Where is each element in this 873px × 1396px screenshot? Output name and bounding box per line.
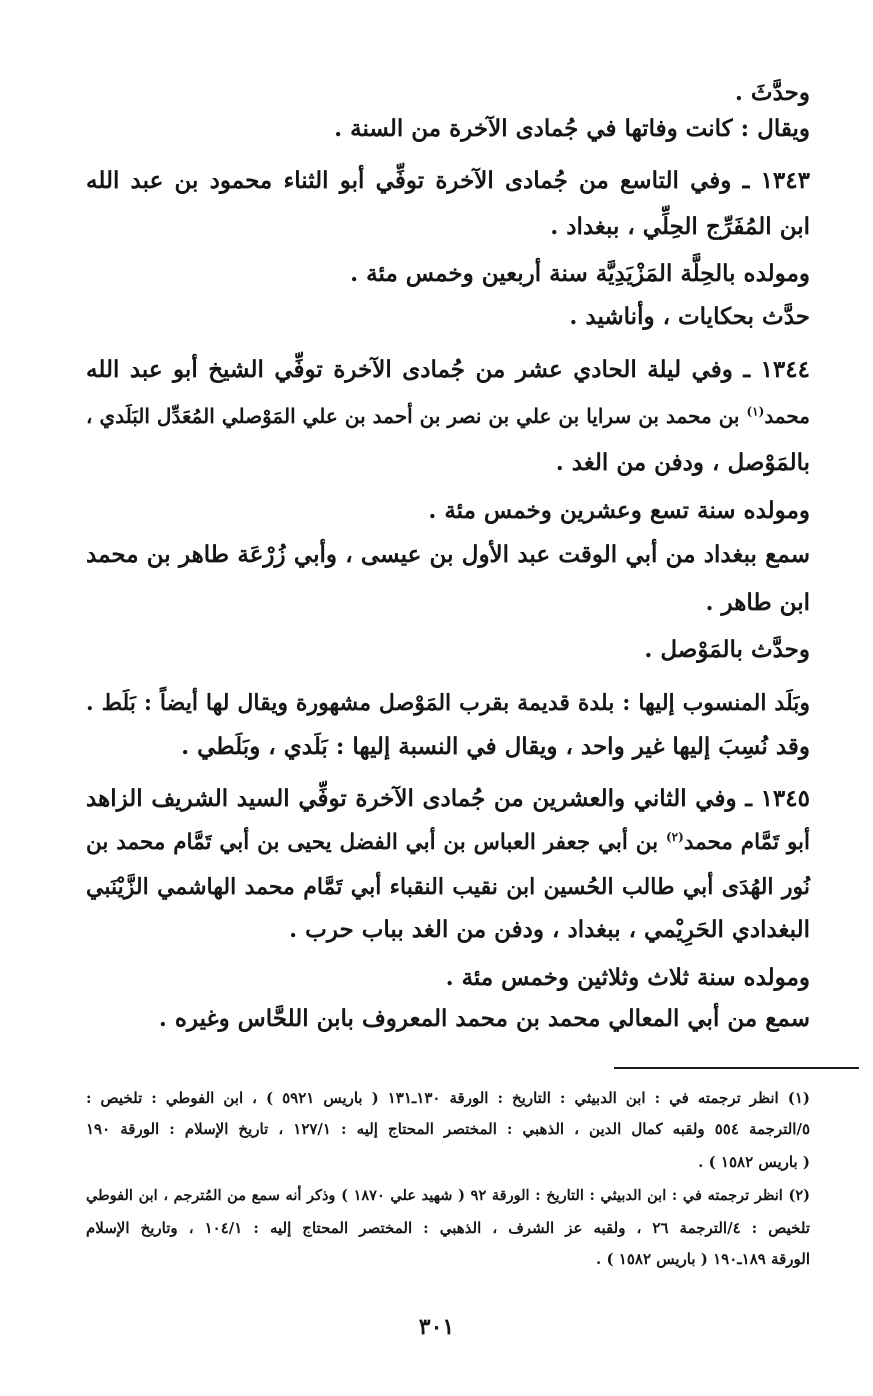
body-line: ابن طاهر . — [705, 589, 810, 616]
body-line: ويقال : كانت وفاتها في جُمادى الآخرة من السنة . — [334, 115, 810, 142]
body-line: ومولده سنة تسع وعشرين وخمس مئة . — [428, 497, 810, 524]
footnote-line: (١) انظر ترجمته في : ابن الدبيثي : التاريخ : الورقة ١٣٠ـ١٣١ ( باريس ٥٩٢١ ) ، ابن الفوطي : تلخيص : — [86, 1089, 810, 1107]
footnote-line: ( باريس ١٥٨٢ ) . — [698, 1153, 810, 1171]
footnote-line: ٥/الترجمة ٥٥٤ ولقبه كمال الدين ، الذهبي : المختصر المحتاج إليه : ١٢٧/١ ، تاريخ الإسلام : الورقة ١٩٠ — [86, 1120, 811, 1138]
footnote-line: (٢) انظر ترجمته في : ابن الدبيثي : التاريخ : الورقة ٩٢ ( شهيد علي ١٨٧٠ ) وذكر أنه سمع من المُترجم ، ابن الفوطي — [86, 1187, 810, 1204]
footnote-separator — [614, 1067, 859, 1069]
footnote-line: الورقة ١٨٩ـ١٩٠ ( باريس ١٥٨٢ ) . — [596, 1250, 810, 1268]
footnote-line: تلخيص : ٤/الترجمة ٢٦ ، ولقبه عز الشرف ، الذهبي : المختصر المحتاج إليه : ١٠٤/١ ، وتاريخ الإسلام — [86, 1219, 810, 1237]
footnote-ref: (١) — [746, 404, 765, 419]
body-line: نُور الهُدَى أبي طالب الحُسين ابن نقيب النقباء أبي تَمَّام محمد الهاشمي الزَّيْنَبي — [86, 874, 810, 900]
body-line: بالمَوْصل ، ودفن من الغد . — [555, 449, 810, 476]
body-line: ومولده بالحِلَّة المَزْيَدِيَّة سنة أربعين وخمس مئة . — [350, 260, 810, 287]
entry-heading-1344: ١٣٤٤ ـ وفي ليلة الحادي عشر من جُمادى الآخرة توفِّي الشيخ أبو عبد الله — [86, 356, 810, 383]
body-line: وبَلَد المنسوب إليها : بلدة قديمة بقرب المَوْصل مشهورة ويقال لها أيضاً : بَلَط . — [86, 690, 810, 716]
entry-heading-1343: ١٣٤٣ ـ وفي التاسع من جُمادى الآخرة توفِّي أبو الثناء محمود بن عبد الله — [86, 167, 810, 194]
footnote-ref: (٢) — [665, 829, 684, 844]
body-line: ومولده سنة ثلاث وثلاثين وخمس مئة . — [445, 964, 810, 991]
body-line: سمع ببغداد من أبي الوقت عبد الأول بن عيسى ، وأبي زُرْعَة طاهر بن محمد — [86, 541, 810, 568]
entry-heading-1345: ١٣٤٥ ـ وفي الثاني والعشرين من جُمادى الآخرة توفِّي السيد الشريف الزاهد — [86, 785, 810, 812]
body-line: محمد$^{(١)}$ بن محمد بن سرايا بن علي بن نصر بن أحمد بن علي المَوْصلي المُعَدِّل البَلَدي ، — [86, 404, 810, 428]
body-line: وحدَّثَ . — [734, 79, 810, 106]
body-line: ابن المُفَرِّج الحِلِّي ، ببغداد . — [550, 213, 810, 240]
body-line: وقد نُسِبَ إليها غير واحد ، ويقال في النسبة إليها : بَلَدي ، وبَلَطي . — [181, 733, 810, 760]
body-line: حدَّث بحكايات ، وأناشيد . — [569, 303, 810, 330]
page-number: ٣٠١ — [418, 1314, 455, 1340]
body-line: سمع من أبي المعالي محمد بن محمد المعروف بابن اللحَّاس وغيره . — [158, 1005, 810, 1032]
body-line: البغدادي الحَرِيْمي ، ببغداد ، ودفن من الغد بباب حرب . — [289, 916, 810, 943]
body-line: أبو تَمَّام محمد$^{(٢)}$ بن أبي جعفر العباس بن أبي الفضل يحيى بن أبي تَمَّام محمد بن — [86, 829, 811, 855]
body-line: وحدَّث بالمَوْصل . — [644, 636, 810, 663]
